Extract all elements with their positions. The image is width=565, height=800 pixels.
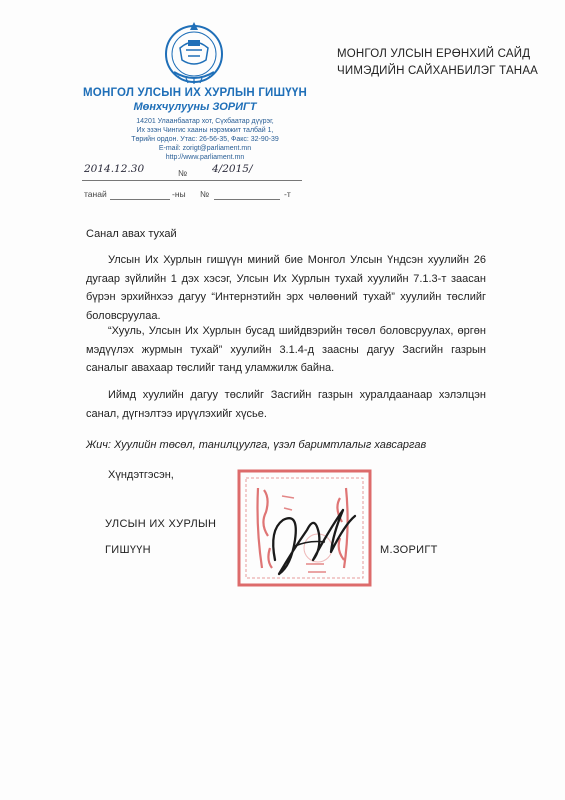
letterhead-address-line: Төрийн ордон. Утас: 26-56-35, Факс: 32-90-39 bbox=[131, 136, 279, 143]
signatory-title-line2: ГИШҮҮН bbox=[105, 544, 151, 556]
reply-blank bbox=[110, 199, 170, 200]
paragraph-text: “Хууль, Улсын Их Хурлын бусад шийдвэрийн төсөл боловсруулах, өргөн мэдүүлэх журмын тухай” хуулийн 3.1.4-д заасны дагуу Засгийн газрын саналыг авахаар төслийг танд уламжилж байна. bbox=[86, 325, 486, 374]
paragraph-text: Иймд хуулийн дагуу төслийг Засгийн газрын хуралдаанаар хэлэлцэн санал, дүгнэлтээ ирүүлэхийг хүсье. bbox=[86, 389, 486, 420]
recipient-line: МОНГОЛ УЛСЫН ЕРӨНХИЙ САЙД bbox=[337, 48, 531, 60]
regards-line: Хүндэтгэсэн, bbox=[108, 469, 174, 481]
paragraph-1 bbox=[86, 251, 486, 325]
reply-prefix: танай bbox=[84, 189, 107, 199]
handwritten-number: 4/2015/ bbox=[212, 163, 253, 175]
reply-blank bbox=[214, 199, 280, 200]
letterhead-address-line: 14201 Улаанбаатар хот, Сүхбаатар дүүрэг, bbox=[136, 118, 274, 125]
state-emblem-icon bbox=[158, 18, 230, 86]
letterhead-website: http://www.parliament.mn bbox=[165, 154, 245, 161]
letterhead-name: Мөнхчулууны ЗОРИГТ bbox=[133, 101, 257, 113]
letterhead-title: МОНГОЛ УЛСЫН ИХ ХУРЛЫН ГИШҮҮН bbox=[83, 87, 307, 99]
enclosure-note: Жич: Хуулийн төсөл, танилцуулга, үзэл баримтлалыг хавсаргав bbox=[86, 439, 427, 451]
signatory-name: М.ЗОРИГТ bbox=[380, 544, 438, 556]
number-label: № bbox=[178, 168, 188, 178]
signature-mark-icon bbox=[255, 490, 365, 580]
recipient-block bbox=[337, 46, 547, 80]
paragraph-3 bbox=[86, 386, 486, 423]
reply-number-label: № bbox=[200, 189, 210, 199]
recipient-line: ЧИМЭДИЙН САЙХАНБИЛЭГ ТАНАА bbox=[337, 65, 539, 77]
letterhead-address-line: Их эзэн Чингис хааны нэрэмжит талбай 1, bbox=[136, 127, 274, 134]
paragraph-text: Улсын Их Хурлын гишүүн миний бие Монгол Улсын Үндсэн хуулийн 26 дугаар зүйлийн 1 дэх хэсэг, Улсын Их Хурлын тухай хуулийн 7.1.3-т заасан бүрэн эрхийнхээ дагуу “Интернэтийн эрх чөлөөний тухай” хуулийн төслийг боловсруулаа. bbox=[86, 254, 486, 322]
handwritten-date: 2014.12.30 bbox=[84, 163, 145, 175]
letterhead-email: E-mail: zorigt@parliament.mn bbox=[158, 145, 252, 152]
reply-reference-line bbox=[82, 189, 302, 201]
subject-line: Санал авах тухай bbox=[86, 228, 177, 240]
signatory-title-line1: УЛСЫН ИХ ХУРЛЫН bbox=[105, 518, 217, 530]
reply-mid: -ны bbox=[172, 189, 186, 199]
date-number-line bbox=[82, 163, 302, 181]
paragraph-2 bbox=[86, 322, 486, 378]
reply-suffix: -т bbox=[284, 189, 291, 199]
